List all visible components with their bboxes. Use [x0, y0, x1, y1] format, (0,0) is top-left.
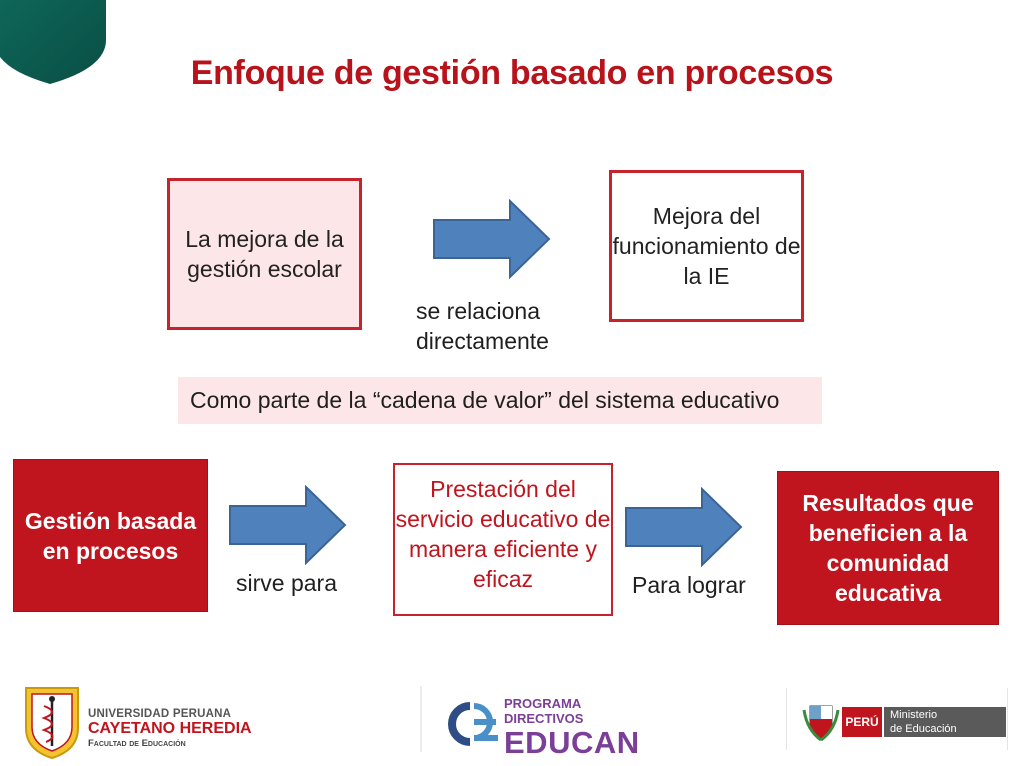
- educan-program: PROGRAMA DIRECTIVOS: [504, 696, 584, 726]
- label-para-lograr: Para lograr: [632, 572, 746, 598]
- educan-logo-text: [504, 696, 644, 760]
- arrow-right-icon: [624, 487, 744, 567]
- arrow-right-icon: [228, 485, 348, 565]
- peru-badge: [842, 707, 882, 737]
- box-resultados: [777, 471, 999, 625]
- label-se-relaciona: se relaciona directamente: [416, 298, 549, 354]
- box-mejora-gestion: [167, 178, 362, 330]
- cadena-valor-band: [178, 377, 822, 424]
- arrow-right-icon: [432, 199, 552, 279]
- footer-divider: [420, 686, 422, 752]
- box-mejora-funcionamiento-text: Mejora del funcionamiento de la IE: [612, 203, 801, 289]
- ministerio-line2: de Educación: [890, 723, 957, 735]
- upch-line2: CAYETANO HEREDIA: [88, 720, 252, 737]
- ministerio-badge: [884, 707, 1006, 737]
- box-resultados-text: Resultados que beneficien a la comunidad educativa: [802, 490, 974, 606]
- ce-logo-icon: [440, 698, 502, 748]
- cadena-valor-text: Como parte de la “cadena de valor” del sistema educativo: [190, 387, 780, 413]
- box-prestacion-servicio-text: Prestación del servicio educativo de manera eficiente y eficaz: [395, 476, 611, 592]
- box-mejora-gestion-text: La mejora de la gestión escolar: [185, 226, 344, 282]
- box-prestacion-servicio: [393, 463, 613, 616]
- ministerio-line1: Ministerio: [890, 709, 938, 721]
- caduceus-shield-icon: [24, 686, 80, 760]
- upch-line3: Facultad de Educación: [88, 738, 186, 749]
- label-sirve-para: sirve para: [236, 570, 337, 596]
- peru-text: PERÚ: [845, 715, 879, 729]
- box-mejora-funcionamiento: [609, 170, 804, 322]
- peru-coat-of-arms-icon: [802, 700, 840, 742]
- educan-name: EDUCAN: [504, 725, 640, 760]
- slide-title: Enfoque de gestión basado en procesos: [190, 54, 834, 92]
- box-gestion-procesos: [13, 459, 208, 612]
- upch-line1: UNIVERSIDAD PERUANA: [88, 708, 232, 720]
- upch-logo-text: [88, 708, 288, 749]
- box-gestion-procesos-text: Gestión basada en procesos: [24, 507, 197, 564]
